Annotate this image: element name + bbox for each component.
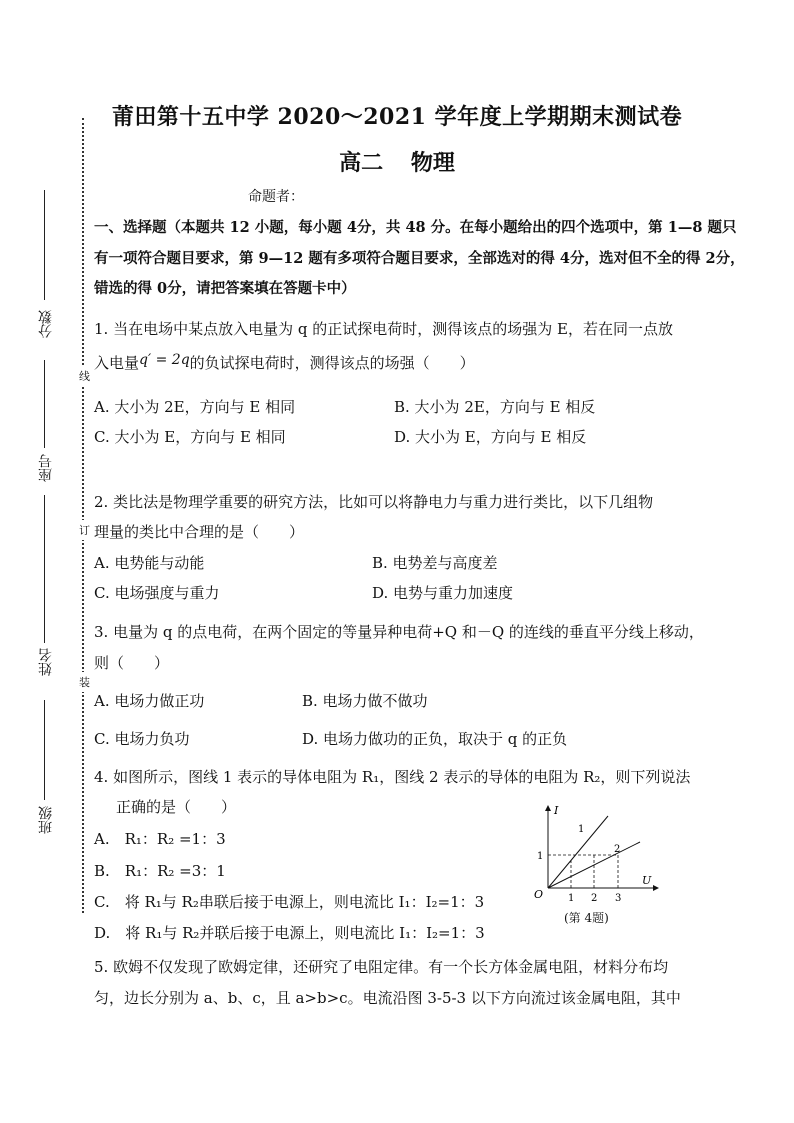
axis-i-label: I (554, 804, 559, 817)
q1-line2-post: 的负试探电荷时，测得该点的场强（ ） (189, 354, 475, 372)
y-tick-1: 1 (537, 851, 544, 862)
q1-line2-pre: 入电量 (94, 354, 140, 372)
q3-line2: 则（ ） (94, 654, 170, 672)
score-label: 分数 (38, 310, 54, 338)
section1-line1: 一、选择题（本题共 12 小题，每小题 4分，共 48 分。在每小题给出的四个选项中，第 1—8 题只 (94, 219, 737, 236)
q3-option-d: D. 电场力做功的正负，取决于 q 的正负 (302, 730, 568, 748)
x-tick-1: 1 (568, 893, 575, 904)
q2-option-c: C. 电场强度与重力 (94, 584, 220, 602)
seat-label: 座号 (38, 454, 54, 482)
q2-line1: 2. 类比法是物理学重要的研究方法，比如可以将静电力与重力进行类比，以下几组物 (94, 493, 654, 511)
q4-line1: 4. 如图所示，图线 1 表示的导体电阻为 R₁，图线 2 表示的导体的电阻为 R₂，则下列说法 (94, 768, 691, 786)
grade-label: 高二 (339, 150, 384, 176)
q3-option-c: C. 电场力负功 (94, 730, 190, 748)
q2-line2: 理量的类比中合理的是（ ） (94, 523, 305, 541)
q3-option-a: A. 电场力做正功 (94, 692, 205, 710)
q4-option-b: B. R₁：R₂ =3：1 (94, 862, 226, 880)
binding-char-ding: 订 (79, 520, 90, 540)
q3-option-b: B. 电场力做不做功 (302, 692, 428, 710)
q1-line1: 1. 当在电场中某点放入电量为 q 的正试探电荷时，测得该点的场强为 E，若在同一点放 (94, 320, 673, 338)
q1-option-c: C. 大小为 E，方向与 E 相同 (94, 428, 286, 446)
axis-u-label: U (642, 874, 652, 887)
section1-line2: 有一项符合题目要求，第 9—12 题有多项符合题目要求，全部选对的得 4分，选对但不全的得 2分， (94, 250, 745, 267)
q5-line2: 匀，边长分别为 a、b、c，且 a>b>c。电流沿图 3-5-3 以下方向流过该金属电阻，其中 (94, 989, 681, 1007)
origin-label: O (534, 888, 544, 901)
q2-option-d: D. 电势与重力加速度 (372, 584, 514, 602)
class-label: 班级 (38, 806, 54, 834)
line1-label: 1 (578, 824, 585, 835)
binding-char-zhuang: 装 (79, 672, 90, 692)
q4-figure-caption: (第 4题) (564, 911, 609, 925)
q1-formula: q′ = 2q (139, 352, 190, 368)
class-line (44, 700, 45, 800)
name-label: 姓名 (38, 648, 54, 676)
name-line (44, 495, 45, 643)
q4-option-c: C. 将 R₁与 R₂串联后接于电源上，则电流比 I₁：I₂=1：3 (94, 893, 485, 911)
binding-char-xian: 线 (79, 366, 90, 386)
x-tick-2: 2 (591, 893, 598, 904)
q4-option-a: A. R₁：R₂ =1：3 (94, 830, 226, 848)
q2-option-a: A. 电势能与动能 (94, 554, 205, 572)
seat-line (44, 360, 45, 448)
subject-label: 物理 (410, 150, 455, 176)
q1-option-b: B. 大小为 2E，方向与 E 相反 (394, 398, 596, 416)
exam-title: 莆田第十五中学 2020～2021 学年度上学期期末测试卷 (111, 104, 683, 130)
line2-label: 2 (614, 844, 621, 855)
score-line (44, 190, 45, 300)
q1-option-a: A. 大小为 2E，方向与 E 相同 (94, 398, 296, 416)
q1-option-d: D. 大小为 E，方向与 E 相反 (394, 428, 587, 446)
q2-option-b: B. 电势差与高度差 (372, 554, 498, 572)
author-label: 命题者： (248, 189, 304, 205)
q5-line1: 5. 欧姆不仅发现了欧姆定律，还研究了电阻定律。有一个长方体金属电阻，材料分布均 (94, 958, 669, 976)
exam-subtitle (0, 146, 794, 177)
q1-line2 (94, 352, 475, 373)
x-tick-3: 3 (615, 893, 622, 904)
q4-line2: 正确的是（ ） (116, 798, 237, 816)
q4-option-d: D. 将 R₁与 R₂并联后接于电源上，则电流比 I₁：I₂=1：3 (94, 924, 485, 942)
q3-line1: 3. 电量为 q 的点电荷，在两个固定的等量异种电荷+Q 和－Q 的连线的垂直平分线上移动， (94, 623, 704, 641)
binding-dotted-line (82, 118, 84, 913)
section1-line3: 错选的得 0分，请把答案填在答题卡中） (94, 280, 356, 297)
